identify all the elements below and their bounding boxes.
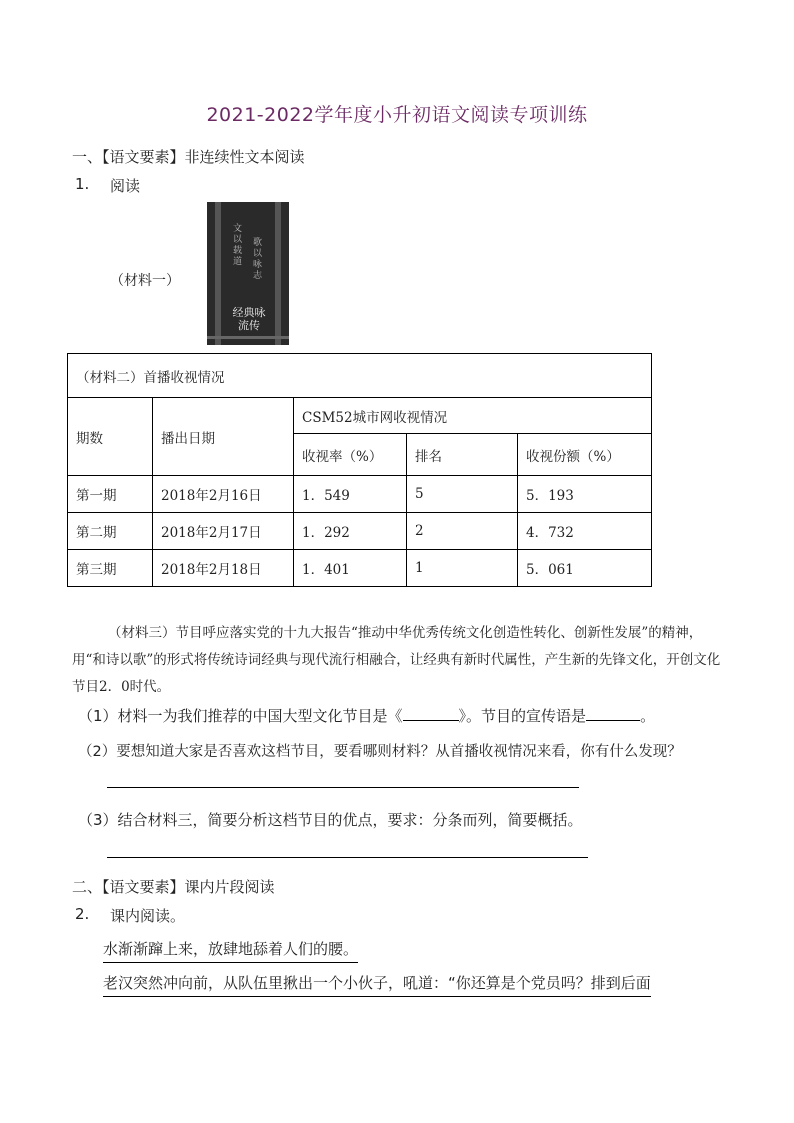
material-3-paragraph: （材料三）节目呼应落实党的十九大报告“推动中华优秀传统文化创造性转化、创新性发展”的精神，用“和诗以歌”的形式将传统诗词经典与现代流行相融合，让经典有新时代属性，产生新的先锋文化，开创文化节目2．0时代。 — [72, 625, 721, 695]
table-caption-row — [68, 354, 652, 398]
cell-rank: 1 — [407, 550, 518, 587]
cell-issue: 第一期 — [68, 476, 153, 513]
cell-date: 2018年2月18日 — [153, 550, 294, 587]
col-header-share: 收视份额（%） — [518, 434, 652, 476]
question-1-number: 1. — [75, 175, 90, 193]
col-header-rating: 收视率（%） — [294, 434, 407, 476]
subquestion-1-part-a: （1）材料一为我们推荐的中国大型文化节目是《 — [78, 707, 403, 725]
cell-share: 5．061 — [518, 550, 652, 587]
cell-date: 2018年2月17日 — [153, 513, 294, 550]
cell-share: 5．193 — [518, 476, 652, 513]
cell-rating: 1．292 — [294, 513, 407, 550]
question-2-number: 2. — [75, 905, 90, 923]
table-row — [68, 476, 652, 513]
table-row — [68, 513, 652, 550]
subquestion-2: （2）要想知道大家是否喜欢这档节目，要看哪则材料？从首播收视情况来看，你有什么发现？ — [78, 744, 682, 760]
col-header-group: CSM52城市网收视情况 — [294, 398, 652, 434]
poster-program-name: 经典咏流传 — [232, 306, 266, 332]
answer-line-2[interactable] — [107, 787, 579, 788]
poster-slogan-right: 歌以咏志 — [253, 238, 263, 281]
cell-issue: 第三期 — [68, 550, 153, 587]
answer-line-3[interactable] — [107, 857, 588, 858]
section-heading-1: 一、【语文要素】非连续性文本阅读 — [72, 148, 305, 166]
answer-blank-program[interactable] — [403, 706, 459, 721]
question-1-text: 阅读 — [110, 177, 141, 195]
subquestion-1-part-c: 。 — [640, 707, 656, 725]
program-poster-image — [207, 202, 289, 345]
col-header-rank: 排名 — [407, 434, 518, 476]
col-header-date: 播出日期 — [153, 398, 294, 476]
table-header-row — [68, 398, 652, 434]
poster-slogan-left: 文以载道 — [233, 224, 243, 267]
reading-line-2: 老汉突然冲向前，从队伍里揪出一个小伙子，吼道：“你还算是个党员吗？排到后面 — [103, 972, 651, 997]
table-row — [68, 550, 652, 587]
cell-share: 4．732 — [518, 513, 652, 550]
cell-issue: 第二期 — [68, 513, 153, 550]
poster-pillar — [275, 202, 281, 345]
material-1-label: （材料一） — [110, 273, 180, 289]
answer-blank-slogan[interactable] — [586, 706, 640, 721]
subquestion-1-part-b: 》。节目的宣传语是 — [458, 707, 587, 725]
poster-footer-strip — [207, 336, 289, 339]
ratings-table — [67, 353, 652, 587]
cell-rating: 1．401 — [294, 550, 407, 587]
subquestion-3: （3）结合材料三，简要分析这档节目的优点，要求：分条而列，简要概括。 — [78, 811, 583, 829]
cell-rank: 2 — [407, 513, 518, 550]
cell-rating: 1．549 — [294, 476, 407, 513]
reading-line-1: 水渐渐蹿上来，放肆地舔着人们的腰。 — [103, 938, 358, 963]
section-heading-2: 二、【语文要素】课内片段阅读 — [72, 878, 275, 896]
page-title: 2021-2022学年度小升初语文阅读专项训练 — [206, 104, 588, 126]
cell-rank: 5 — [407, 476, 518, 513]
subquestion-1 — [78, 705, 655, 726]
col-header-issue: 期数 — [68, 398, 153, 476]
question-2-text: 课内阅读。 — [110, 907, 186, 925]
poster-pillar — [215, 202, 221, 345]
cell-date: 2018年2月16日 — [153, 476, 294, 513]
table-caption: （材料二）首播收视情况 — [68, 354, 652, 398]
